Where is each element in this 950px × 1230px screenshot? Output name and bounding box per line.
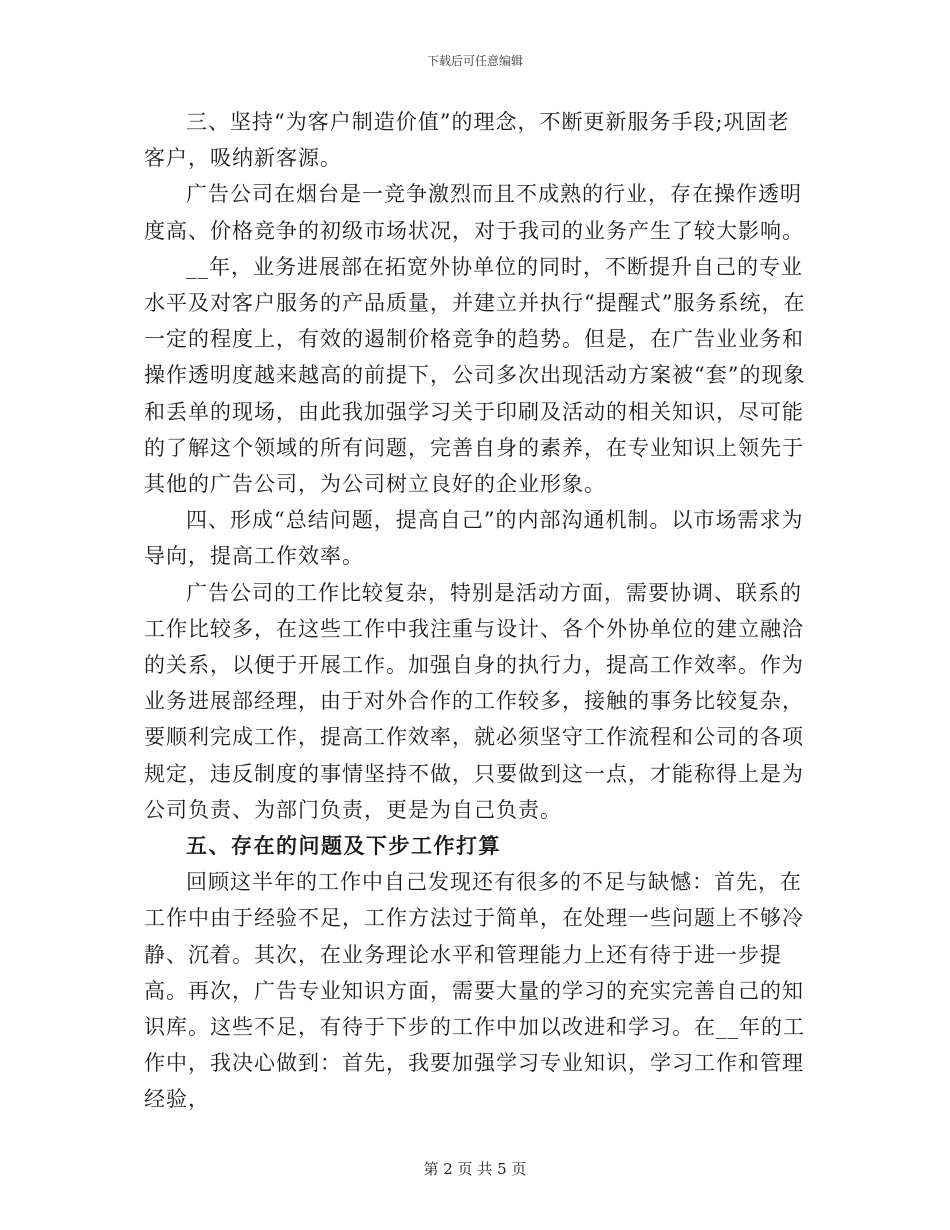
paragraph-review: 回顾这半年的工作中自己发现还有很多的不足与缺憾：首先，在工作中由于经验不足，工作方法过于简单，在处理一些问题上不够冷静、沉着。其次，在业务理论水平和管理能力上还有待于进一步提高。再次，广告专业知识方面，需要大量的学习的充实完善自己的知识库。这些不足，有待于下步的工作中加以改进和学习。在__年的工作中，我决心做到：首先，我要加强学习专业知识，学习工作和管理经验， — [144, 870, 805, 1112]
page-number: 第 2 页 共 5 页 — [423, 1160, 527, 1178]
paragraph-business-development: __年，业务进展部在拓宽外协单位的同时，不断提升自己的专业水平及对客户服务的产品质量，并建立并执行“提醒式”服务系统，在一定的程度上，有效的遏制价格竞争的趋势。但是，在广告业业务和操作透明度越来越高的前提下，公司多次出现活动方案被“套”的现象和丢单的现场，由此我加强学习关于印刷及活动的相关知识，尽可能的了解这个领域的所有问题，完善自身的素养，在专业知识上领先于其他的广告公司，为公司树立良好的企业形象。 — [144, 254, 806, 497]
section-heading-problems: 五、存在的问题及下步工作打算 — [186, 834, 501, 859]
document-body — [144, 104, 806, 1118]
page-header-note: 下载后可任意编辑 — [426, 54, 523, 68]
paragraph-market-status: 广告公司在烟台是一竞争激烈而且不成熟的行业，存在操作透明度高、价格竞争的初级市场状况，对于我司的业务产生了较大影响。 — [144, 182, 804, 243]
paragraph-principle-three: 三、坚持“为客户制造价值”的理念，不断更新服务手段;巩固老客户，吸纳新客源。 — [144, 110, 790, 171]
paragraph-work-efficiency: 广告公司的工作比较复杂，特别是活动方面，需要协调、联系的工作比较多，在这些工作中我注重与设计、各个外协单位的建立融洽的关系，以便于开展工作。加强自身的执行力，提高工作效率。作为业务进展部经理，由于对外合作的工作较多，接触的事务比较复杂，要顺利完成工作，提高工作效率，就必须坚守工作流程和公司的各项规定，违反制度的事情坚持不做，只要做到这一点，才能称得上是为公司负责、为部门负责，更是为自己负责。 — [144, 580, 804, 822]
paragraph-principle-four: 四、形成“总结问题，提高自己”的内部沟通机制。以市场需求为导向，提高工作效率。 — [144, 508, 804, 569]
